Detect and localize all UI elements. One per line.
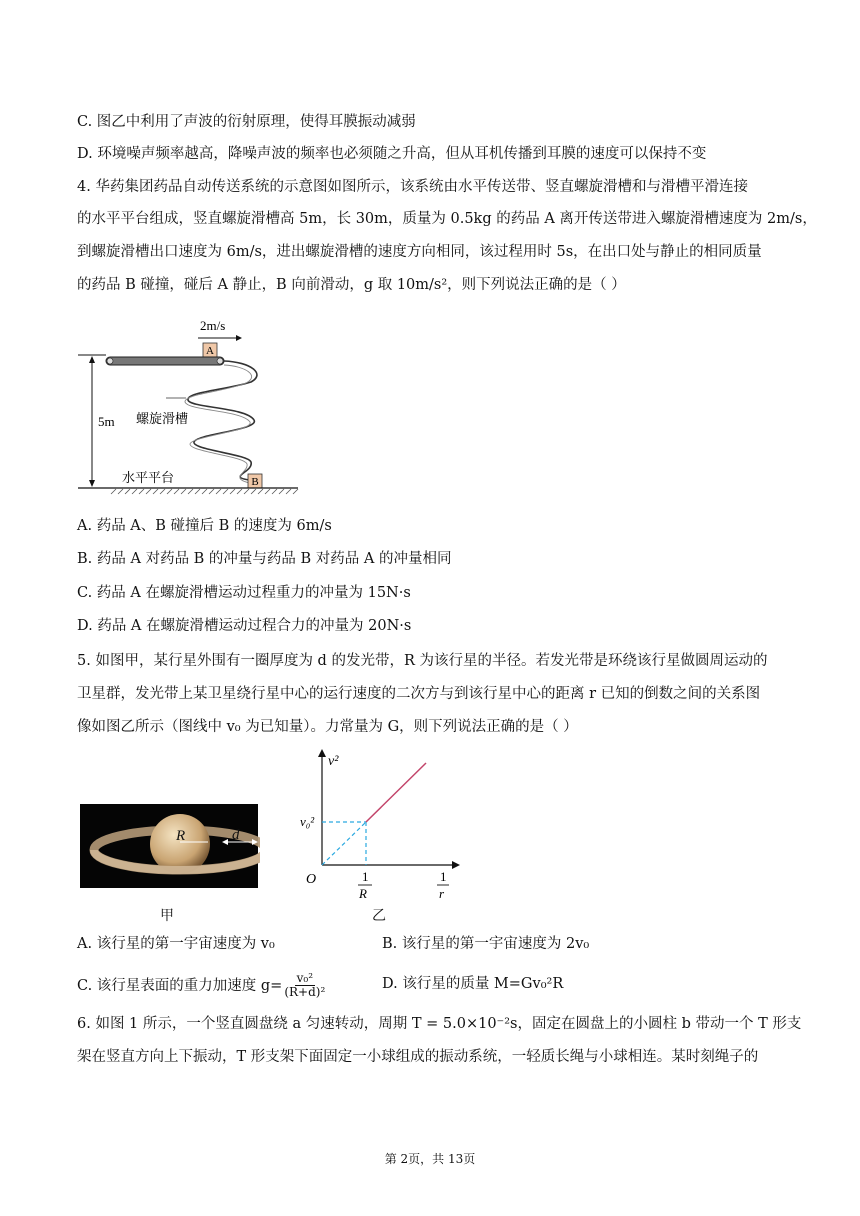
q4-text-2: 的水平平台组成，竖直螺旋滑槽高 5m，长 30m，质量为 0.5kg 的药品 A 离开传送带进入螺旋滑槽速度为 2m/s，: [77, 211, 817, 227]
figure-yi-caption: 乙: [372, 908, 386, 924]
q4-option-a: A. 药品 A、B 碰撞后 B 的速度为 6m/s: [77, 518, 332, 534]
q4-option-c: C. 药品 A 在螺旋滑槽运动过程重力的冲量为 15N·s: [77, 585, 411, 601]
inv-r-axis-denominator: r: [439, 886, 445, 901]
figure-jia-caption: 甲: [160, 908, 174, 924]
q6-text-2: 架在竖直方向上下振动，T 形支架下面固定一小球组成的振动系统，一轻质长绳与小球相连。某时刻绳子的: [77, 1049, 759, 1065]
q5-text-1: 5. 如图甲，某行星外围有一圈厚度为 d 的发光带，R 为该行星的半径。若发光带是环绕该行星做圆周运动的: [77, 653, 768, 669]
q4-figure: [76, 312, 316, 497]
graph-figure: [292, 745, 472, 905]
q5-text-2: 卫星群，发光带上某卫星绕行星中心的运行速度的二次方与到该行星中心的距离 r 已知的倒数之间的关系图: [77, 686, 761, 702]
option-3c: C. 图乙中利用了声波的衍射原理，使得耳膜振动减弱: [77, 114, 416, 130]
q5-option-c: C. 该行星表面的重力加速度 g= $\frac{\text{v₀²}}{\text{(R+d)²}}$: [77, 971, 326, 999]
option-3d: D. 环境噪声频率越高，降噪声波的频率也必须随之升高，但从耳机传播到耳膜的速度可以保持不变: [77, 146, 707, 162]
y-axis-label: v²: [328, 754, 339, 769]
data-line: [366, 763, 426, 822]
v0-squared-label: v₀²: [300, 814, 315, 829]
conveyor-belt: [106, 357, 224, 365]
q5-option-a: A. 该行星的第一宇宙速度为 v₀: [77, 936, 275, 952]
speed-label: 2m/s: [200, 318, 226, 333]
q6-text-1: 6. 如图 1 所示，一个竖直圆盘绕 a 匀速转动，周期 T = 5.0×10⁻²s，固定在圆盘上的小圆柱 b 带动一个 T 形支: [77, 1016, 802, 1032]
origin-label: O: [306, 872, 317, 887]
svg-text:A: A: [206, 345, 214, 357]
planet: [150, 814, 210, 874]
spiral-chute: [188, 361, 257, 480]
q5-option-b: B. 该行星的第一宇宙速度为 2v₀: [382, 936, 590, 952]
q4-option-d: D. 药品 A 在螺旋滑槽运动过程合力的冲量为 20N·s: [77, 618, 412, 634]
thickness-label: d: [232, 827, 240, 843]
q5-text-3: 像如图乙所示（图线中 v₀ 为已知量）。力常量为 G，则下列说法正确的是（ ）: [77, 719, 578, 735]
platform-label: 水平平台: [122, 471, 175, 486]
planet-figure: [80, 804, 260, 890]
q4-text-1: 4. 华药集团药品自动传送系统的示意图如图所示，该系统由水平传送带、竖直螺旋滑槽和与滑槽平滑连接: [77, 179, 748, 195]
q4-option-b: B. 药品 A 对药品 B 的冲量与药品 B 对药品 A 的冲量相同: [77, 551, 452, 567]
svg-text:B: B: [251, 476, 259, 488]
q5-option-d: D. 该行星的质量 M=Gv₀²R: [382, 976, 564, 992]
height-label: 5m: [98, 414, 115, 429]
chute-label: 螺旋滑槽: [136, 412, 189, 427]
inv-r-numerator: 1: [362, 869, 369, 884]
radius-label: R: [176, 828, 186, 844]
q4-text-4: 的药品 B 碰撞，碰后 A 静止，B 向前滑动，g 取 10m/s²，则下列说法正确的是（ ）: [77, 277, 626, 293]
inv-r-denominator: R: [359, 886, 367, 901]
inv-r-axis-numerator: 1: [440, 869, 447, 884]
page-footer: 第 2页，共 13页: [384, 1152, 476, 1166]
q4-text-3: 到螺旋滑槽出口速度为 6m/s，进出螺旋滑槽的速度方向相同，该过程用时 5s，在出口处与静止的相同质量: [77, 244, 762, 260]
